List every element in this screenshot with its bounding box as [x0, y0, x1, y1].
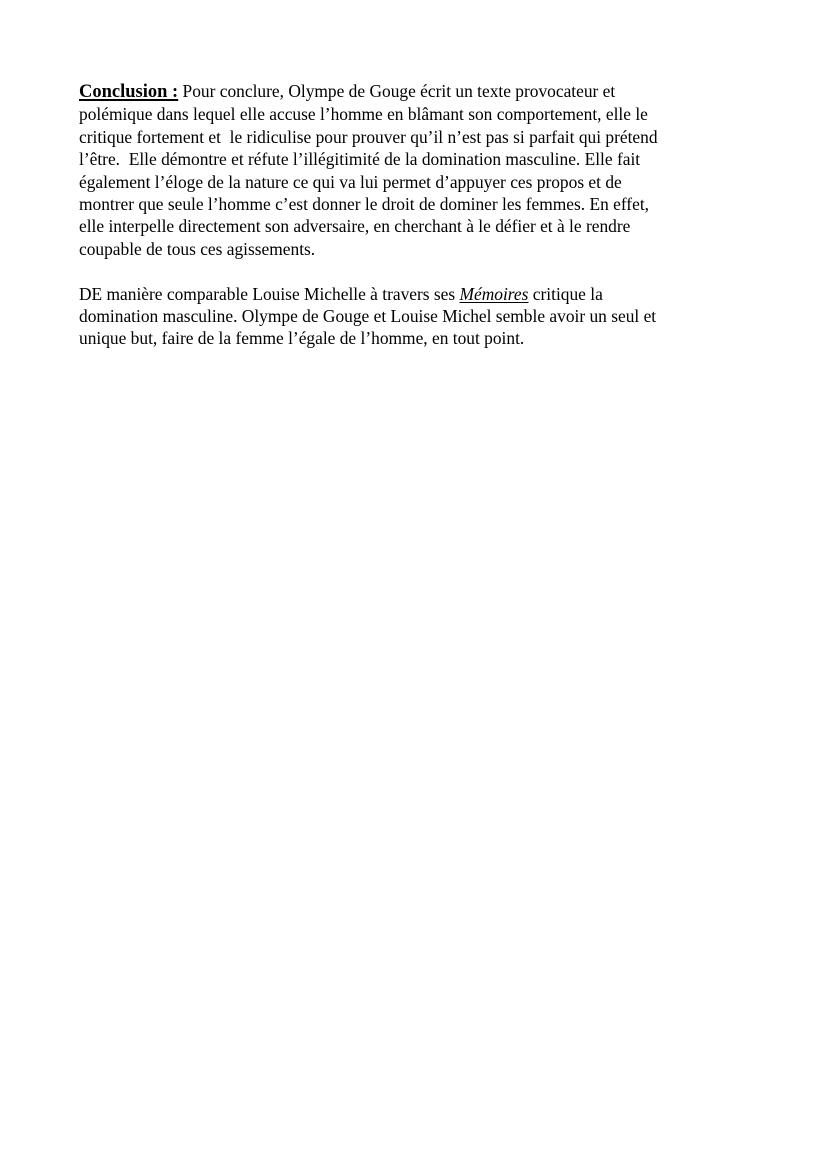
conclusion-paragraph — [79, 80, 739, 260]
conclusion-first-line — [79, 80, 739, 103]
comparison-line-2: domination masculine. Olympe de Gouge et Louise Michel semble avoir un seul et — [79, 306, 657, 327]
conclusion-line-4: l’être. Elle démontre et réfute l’illégitimité de la domination masculine. Elle fait — [79, 149, 641, 170]
conclusion-heading: Conclusion : — [79, 82, 179, 102]
conclusion-line-2: polémique dans lequel elle accuse l’homme en blâmant son comportement, elle le — [79, 104, 648, 125]
conclusion-line-1: Pour conclure, Olympe de Gouge écrit un texte provocateur et — [178, 81, 616, 101]
comparison-first-line — [79, 283, 739, 305]
comparison-paragraph — [79, 283, 739, 350]
work-title-memoires: Mémoires — [459, 283, 529, 304]
conclusion-line-6: montrer que seule l’homme c’est donner le droit de dominer les femmes. En effet, — [79, 194, 650, 215]
document-body — [79, 80, 739, 372]
conclusion-line-3: critique fortement et le ridiculise pour prouver qu’il n’est pas si parfait qui prétend — [79, 126, 658, 147]
comparison-line-1-end: critique la — [528, 283, 603, 304]
conclusion-line-8: coupable de tous ces agissements. — [79, 238, 316, 259]
conclusion-line-7: elle interpelle directement son adversaire, en cherchant à le défier et à le rendre — [79, 216, 631, 237]
comparison-line-1-start: DE manière comparable Louise Michelle à travers ses — [79, 283, 460, 304]
conclusion-line-5: également l’éloge de la nature ce qui va lui permet d’appuyer ces propos et de — [79, 171, 622, 192]
comparison-line-3: unique but, faire de la femme l’égale de l’homme, en tout point. — [79, 328, 525, 349]
